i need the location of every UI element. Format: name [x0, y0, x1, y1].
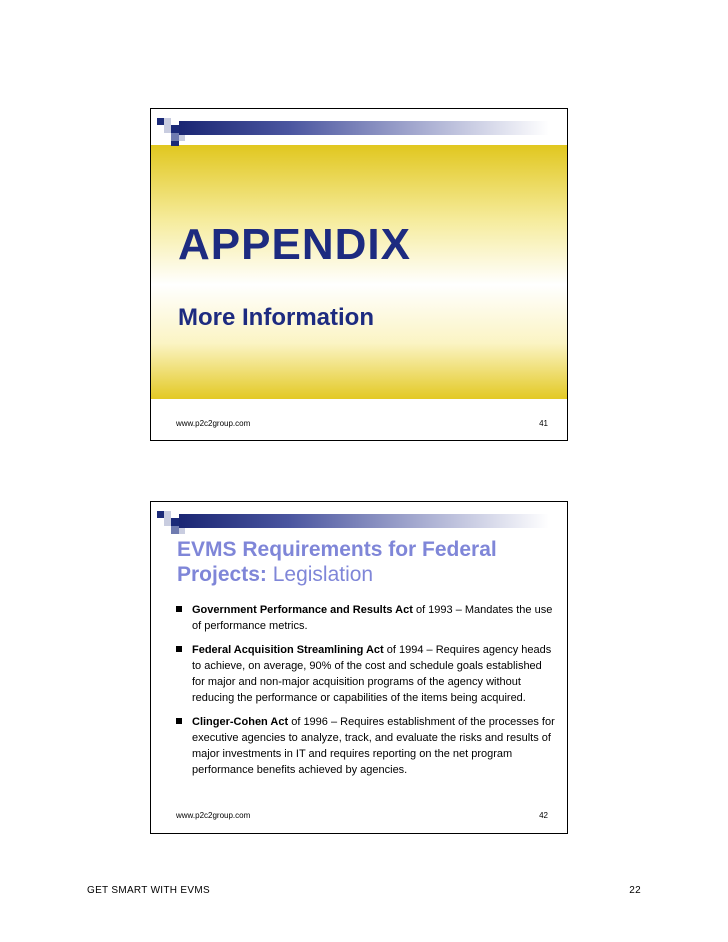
bullet-act-name: Government Performance and Results Act — [192, 604, 413, 616]
bullet-item — [175, 602, 557, 634]
bullet-text: of 1996 – Requires establishment of the processes for executive agencies to analyze, track, and evaluate the risks and results of major investments in IT and requires reporting on the net program performance benefits achieved by agencies. — [192, 716, 555, 776]
slide-title — [177, 537, 567, 587]
slide-title: APPENDIX — [178, 220, 411, 269]
bullet-list — [175, 602, 557, 786]
slide-41 — [150, 108, 568, 441]
slide-number: 42 — [539, 811, 548, 820]
header-decoration — [151, 109, 569, 149]
slide-url: www.p2c2group.com — [176, 811, 251, 820]
square-bullet-icon — [176, 718, 182, 724]
document-footer-title: GET SMART WITH EVMS — [87, 885, 210, 896]
bullet-act-name: Clinger-Cohen Act — [192, 716, 289, 728]
slide-42 — [150, 501, 568, 834]
bullet-text: of 1993 – Mandates the use of performance metrics. — [192, 604, 553, 632]
header-decoration — [151, 502, 569, 542]
slide-number: 41 — [539, 419, 548, 428]
square-bullet-icon — [176, 646, 182, 652]
page-number: 22 — [629, 885, 641, 896]
slide-title-rest: Legislation — [266, 563, 374, 586]
bullet-item — [175, 714, 557, 778]
slide-subtitle: More Information — [178, 304, 374, 331]
bullet-act-name: Federal Acquisition Streamlining Act — [192, 644, 384, 656]
title-background — [151, 145, 567, 399]
slide-url: www.p2c2group.com — [176, 419, 251, 428]
bullet-text: of 1994 – Requires agency heads to achieve, on average, 90% of the cost and schedule goals established for major and non-major acquisition programs of the agency without reducing the performance or capabilities of the items being acquired. — [192, 644, 552, 704]
square-bullet-icon — [176, 606, 182, 612]
bullet-item — [175, 642, 557, 706]
slide-title-bold: EVMS Requirements for Federal Projects: — [177, 538, 497, 586]
